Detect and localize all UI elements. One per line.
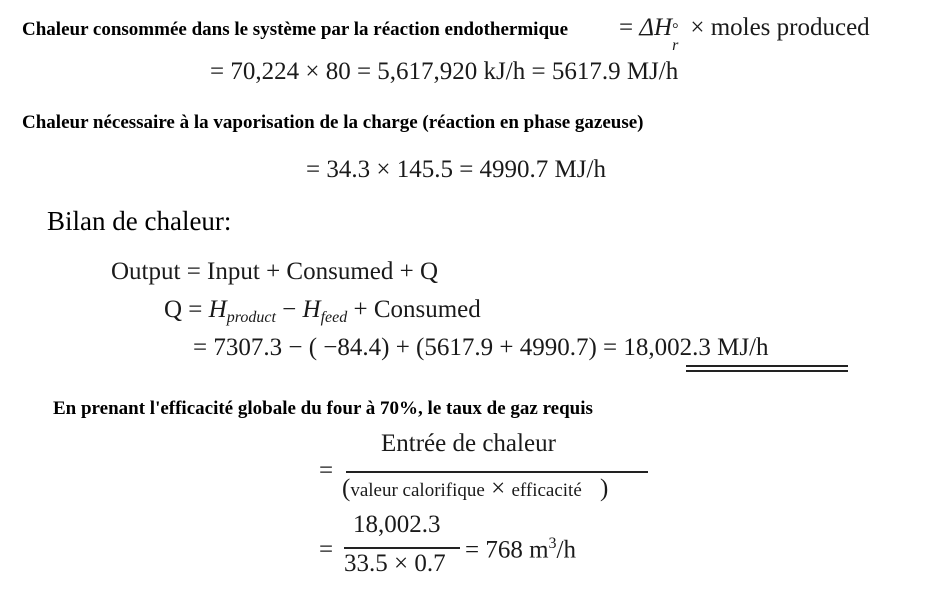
times-sign: × bbox=[491, 475, 506, 502]
fraction2-numerator: 18,002.3 bbox=[353, 511, 441, 538]
bilan-line-q bbox=[164, 296, 481, 324]
formula-heat-consumed bbox=[619, 14, 870, 54]
h-product: H bbox=[208, 296, 227, 323]
paren-open: ( bbox=[342, 475, 351, 502]
plus-consumed: + Consumed bbox=[347, 296, 481, 323]
fraction1-bar bbox=[346, 471, 648, 473]
per-hour: /h bbox=[556, 536, 576, 564]
bilan-title: Bilan de chaleur: bbox=[47, 206, 232, 236]
heading-reaction-heat: Chaleur consommée dans le système par la réaction endothermique bbox=[22, 19, 569, 40]
fraction2-denominator: 33.5 × 0.7 bbox=[344, 550, 446, 577]
heading-vaporisation-heat: Chaleur nécessaire à la vaporisation de la charge (réaction en phase gazeuse) bbox=[22, 112, 644, 133]
result-value-m: = 768 m bbox=[465, 536, 549, 564]
result-underline-2 bbox=[686, 370, 848, 372]
valeur-calorifique: valeur calorifique bbox=[350, 480, 485, 501]
result-underline-1 bbox=[686, 365, 848, 367]
q-equals: Q = bbox=[164, 296, 209, 323]
paren-close: ) bbox=[600, 475, 609, 502]
equals-sign-2: = bbox=[319, 536, 334, 563]
bilan-line-result bbox=[193, 334, 769, 362]
degree-symbol: ° bbox=[672, 21, 679, 38]
fraction1-denominator bbox=[342, 475, 608, 503]
efficacite: efficacité bbox=[511, 480, 582, 501]
bilan-line-output: Output = Input + Consumed + Q bbox=[111, 258, 439, 285]
fraction2-bar bbox=[344, 547, 460, 549]
calc-heat-consumed: = 70,224 × 80 = 5,617,920 kJ/h = 5617.9 MJ/h bbox=[210, 58, 679, 85]
cubic-superscript: 3 bbox=[548, 535, 557, 552]
final-result bbox=[465, 535, 576, 564]
result-value: 18,002.3 MJ/h bbox=[623, 334, 769, 361]
heading-gas-rate: En prenant l'efficacité globale du four à 70%, le taux de gaz requis bbox=[53, 398, 593, 419]
delta-h-subscript: r bbox=[672, 37, 679, 54]
result-calc: = 7307.3 − ( −84.4) + (5617.9 + 4990.7) = bbox=[193, 334, 624, 361]
delta-h-symbol: ΔH bbox=[639, 14, 673, 41]
equals-sign-1: = bbox=[319, 457, 334, 484]
equals-sign: = bbox=[619, 14, 634, 41]
h-product-subscript: product bbox=[226, 309, 276, 326]
calc-vaporisation-heat: = 34.3 × 145.5 = 4990.7 MJ/h bbox=[306, 156, 606, 183]
minus-sign: − bbox=[275, 296, 303, 323]
h-feed: H bbox=[302, 296, 321, 323]
fraction1-numerator: Entrée de chaleur bbox=[381, 430, 556, 457]
times-moles-produced: × moles produced bbox=[690, 14, 870, 41]
h-feed-subscript: feed bbox=[320, 309, 348, 326]
